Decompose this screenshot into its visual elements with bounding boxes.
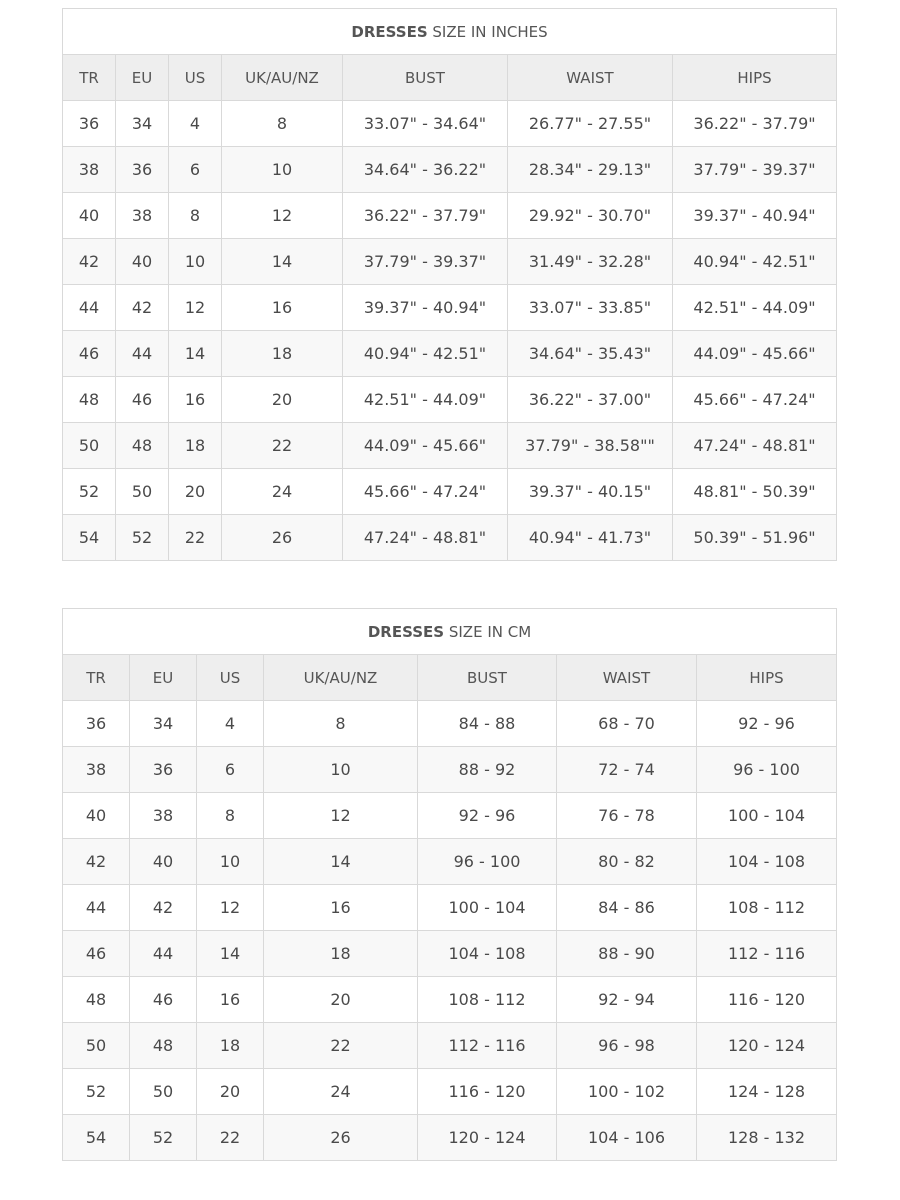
- cell-hips: 50.39" - 51.96": [673, 515, 837, 561]
- column-header-waist: WAIST: [508, 55, 673, 101]
- cell-waist: 100 - 102: [557, 1069, 697, 1115]
- cell-tr: 36: [63, 701, 130, 747]
- cell-uk: 12: [222, 193, 343, 239]
- cell-bust: 84 - 88: [418, 701, 557, 747]
- cell-uk: 8: [264, 701, 418, 747]
- cell-eu: 40: [130, 839, 197, 885]
- table-row: [63, 1069, 837, 1115]
- cell-us: 14: [197, 931, 264, 977]
- column-header-uk: UK/AU/NZ: [264, 655, 418, 701]
- cell-us: 20: [169, 469, 222, 515]
- cell-uk: 22: [222, 423, 343, 469]
- cell-tr: 42: [63, 239, 116, 285]
- table-title-rest: SIZE IN INCHES: [427, 22, 548, 41]
- cell-uk: 14: [222, 239, 343, 285]
- cell-hips: 42.51" - 44.09": [673, 285, 837, 331]
- cell-waist: 33.07" - 33.85": [508, 285, 673, 331]
- table-title: [63, 609, 837, 655]
- table-title-bold: DRESSES: [351, 22, 428, 41]
- column-header-hips: HIPS: [697, 655, 837, 701]
- column-header-waist: WAIST: [557, 655, 697, 701]
- cell-hips: 48.81" - 50.39": [673, 469, 837, 515]
- cell-us: 20: [197, 1069, 264, 1115]
- table-row: [63, 469, 837, 515]
- cell-eu: 40: [116, 239, 169, 285]
- cell-tr: 54: [63, 515, 116, 561]
- cell-hips: 37.79" - 39.37": [673, 147, 837, 193]
- cell-waist: 34.64" - 35.43": [508, 331, 673, 377]
- cell-eu: 44: [130, 931, 197, 977]
- cell-bust: 39.37" - 40.94": [343, 285, 508, 331]
- cell-eu: 42: [116, 285, 169, 331]
- cell-eu: 34: [130, 701, 197, 747]
- cell-tr: 52: [63, 1069, 130, 1115]
- cell-hips: 92 - 96: [697, 701, 837, 747]
- column-header-uk: UK/AU/NZ: [222, 55, 343, 101]
- cell-bust: 45.66" - 47.24": [343, 469, 508, 515]
- cell-waist: 40.94" - 41.73": [508, 515, 673, 561]
- cell-uk: 26: [222, 515, 343, 561]
- cell-bust: 92 - 96: [418, 793, 557, 839]
- cell-waist: 84 - 86: [557, 885, 697, 931]
- cell-us: 6: [169, 147, 222, 193]
- cell-uk: 24: [264, 1069, 418, 1115]
- table-row: [63, 331, 837, 377]
- table-row: [63, 1023, 837, 1069]
- cell-us: 22: [169, 515, 222, 561]
- cell-waist: 26.77" - 27.55": [508, 101, 673, 147]
- cell-eu: 36: [130, 747, 197, 793]
- size-table-cm: [62, 608, 837, 1161]
- column-header-tr: TR: [63, 55, 116, 101]
- cell-waist: 31.49" - 32.28": [508, 239, 673, 285]
- cell-uk: 10: [222, 147, 343, 193]
- cell-bust: 120 - 124: [418, 1115, 557, 1161]
- cell-uk: 20: [222, 377, 343, 423]
- table-title-bold: DRESSES: [367, 622, 445, 641]
- cell-tr: 40: [63, 193, 116, 239]
- cell-uk: 14: [264, 839, 418, 885]
- cell-bust: 100 - 104: [418, 885, 557, 931]
- table-row: [63, 285, 837, 331]
- table-row: [63, 701, 837, 747]
- header-row: [63, 655, 837, 701]
- cell-us: 12: [169, 285, 222, 331]
- cell-hips: 108 - 112: [697, 885, 837, 931]
- cell-bust: 36.22" - 37.79": [343, 193, 508, 239]
- cell-bust: 88 - 92: [418, 747, 557, 793]
- cell-waist: 39.37" - 40.15": [508, 469, 673, 515]
- cell-uk: 8: [222, 101, 343, 147]
- cell-uk: 16: [222, 285, 343, 331]
- cell-tr: 36: [63, 101, 116, 147]
- cell-tr: 42: [63, 839, 130, 885]
- cell-bust: 34.64" - 36.22": [343, 147, 508, 193]
- table-row: [63, 747, 837, 793]
- cell-tr: 50: [63, 423, 116, 469]
- cell-bust: 112 - 116: [418, 1023, 557, 1069]
- cell-hips: 104 - 108: [697, 839, 837, 885]
- table-row: [63, 239, 837, 285]
- cell-eu: 48: [130, 1023, 197, 1069]
- cell-hips: 47.24" - 48.81": [673, 423, 837, 469]
- cell-bust: 104 - 108: [418, 931, 557, 977]
- table-row: [63, 931, 837, 977]
- cell-waist: 88 - 90: [557, 931, 697, 977]
- cell-waist: 72 - 74: [557, 747, 697, 793]
- cell-us: 16: [197, 977, 264, 1023]
- cell-bust: 40.94" - 42.51": [343, 331, 508, 377]
- cell-hips: 45.66" - 47.24": [673, 377, 837, 423]
- cell-uk: 20: [264, 977, 418, 1023]
- column-header-tr: TR: [63, 655, 130, 701]
- cell-hips: 112 - 116: [697, 931, 837, 977]
- cell-waist: 92 - 94: [557, 977, 697, 1023]
- table-body: [63, 101, 837, 561]
- cell-eu: 52: [130, 1115, 197, 1161]
- cell-uk: 18: [222, 331, 343, 377]
- cell-tr: 48: [63, 377, 116, 423]
- cell-bust: 33.07" - 34.64": [343, 101, 508, 147]
- cell-eu: 36: [116, 147, 169, 193]
- table-row: [63, 839, 837, 885]
- cell-hips: 36.22" - 37.79": [673, 101, 837, 147]
- cell-tr: 46: [63, 931, 130, 977]
- cell-tr: 48: [63, 977, 130, 1023]
- cell-hips: 116 - 120: [697, 977, 837, 1023]
- cell-hips: 100 - 104: [697, 793, 837, 839]
- cell-eu: 44: [116, 331, 169, 377]
- cell-us: 6: [197, 747, 264, 793]
- cell-us: 22: [197, 1115, 264, 1161]
- cell-tr: 46: [63, 331, 116, 377]
- table-row: [63, 793, 837, 839]
- cell-eu: 48: [116, 423, 169, 469]
- cell-tr: 38: [63, 147, 116, 193]
- cell-eu: 38: [130, 793, 197, 839]
- cell-uk: 16: [264, 885, 418, 931]
- cell-hips: 124 - 128: [697, 1069, 837, 1115]
- cell-hips: 120 - 124: [697, 1023, 837, 1069]
- cell-eu: 52: [116, 515, 169, 561]
- cell-bust: 116 - 120: [418, 1069, 557, 1115]
- cell-tr: 44: [63, 285, 116, 331]
- cell-tr: 44: [63, 885, 130, 931]
- cell-tr: 52: [63, 469, 116, 515]
- cell-bust: 96 - 100: [418, 839, 557, 885]
- column-header-eu: EU: [130, 655, 197, 701]
- column-header-us: US: [169, 55, 222, 101]
- cell-uk: 26: [264, 1115, 418, 1161]
- cell-us: 8: [169, 193, 222, 239]
- cell-bust: 44.09" - 45.66": [343, 423, 508, 469]
- cell-eu: 50: [116, 469, 169, 515]
- cell-hips: 40.94" - 42.51": [673, 239, 837, 285]
- cell-us: 18: [197, 1023, 264, 1069]
- cell-uk: 22: [264, 1023, 418, 1069]
- cell-uk: 12: [264, 793, 418, 839]
- cell-us: 4: [197, 701, 264, 747]
- cell-us: 14: [169, 331, 222, 377]
- cell-tr: 38: [63, 747, 130, 793]
- cell-uk: 10: [264, 747, 418, 793]
- cell-us: 10: [169, 239, 222, 285]
- cell-waist: 80 - 82: [557, 839, 697, 885]
- cell-waist: 36.22" - 37.00": [508, 377, 673, 423]
- cell-waist: 28.34" - 29.13": [508, 147, 673, 193]
- table-title-rest: SIZE IN CM: [444, 622, 532, 641]
- column-header-us: US: [197, 655, 264, 701]
- table-body: [63, 701, 837, 1161]
- table-row: [63, 377, 837, 423]
- cell-waist: 96 - 98: [557, 1023, 697, 1069]
- cell-eu: 46: [116, 377, 169, 423]
- column-header-bust: BUST: [343, 55, 508, 101]
- cell-us: 10: [197, 839, 264, 885]
- cell-eu: 46: [130, 977, 197, 1023]
- table-row: [63, 515, 837, 561]
- cell-uk: 18: [264, 931, 418, 977]
- cell-us: 16: [169, 377, 222, 423]
- cell-hips: 44.09" - 45.66": [673, 331, 837, 377]
- cell-us: 4: [169, 101, 222, 147]
- cell-tr: 54: [63, 1115, 130, 1161]
- cell-eu: 50: [130, 1069, 197, 1115]
- table-row: [63, 193, 837, 239]
- cell-eu: 34: [116, 101, 169, 147]
- table-row: [63, 147, 837, 193]
- column-header-bust: BUST: [418, 655, 557, 701]
- cell-bust: 42.51" - 44.09": [343, 377, 508, 423]
- column-header-hips: HIPS: [673, 55, 837, 101]
- cell-waist: 68 - 70: [557, 701, 697, 747]
- cell-uk: 24: [222, 469, 343, 515]
- column-header-eu: EU: [116, 55, 169, 101]
- cell-us: 12: [197, 885, 264, 931]
- cell-waist: 29.92" - 30.70": [508, 193, 673, 239]
- table-row: [63, 1115, 837, 1161]
- table-title: [63, 9, 837, 55]
- table-row: [63, 101, 837, 147]
- cell-us: 18: [169, 423, 222, 469]
- header-row: [63, 55, 837, 101]
- cell-hips: 39.37" - 40.94": [673, 193, 837, 239]
- cell-us: 8: [197, 793, 264, 839]
- table-row: [63, 885, 837, 931]
- cell-waist: 104 - 106: [557, 1115, 697, 1161]
- cell-waist: 76 - 78: [557, 793, 697, 839]
- cell-waist: 37.79" - 38.58"": [508, 423, 673, 469]
- cell-hips: 96 - 100: [697, 747, 837, 793]
- cell-bust: 37.79" - 39.37": [343, 239, 508, 285]
- table-row: [63, 977, 837, 1023]
- cell-eu: 42: [130, 885, 197, 931]
- cell-tr: 50: [63, 1023, 130, 1069]
- cell-bust: 108 - 112: [418, 977, 557, 1023]
- cell-bust: 47.24" - 48.81": [343, 515, 508, 561]
- cell-tr: 40: [63, 793, 130, 839]
- table-row: [63, 423, 837, 469]
- cell-eu: 38: [116, 193, 169, 239]
- cell-hips: 128 - 132: [697, 1115, 837, 1161]
- size-table-inches: [62, 8, 837, 561]
